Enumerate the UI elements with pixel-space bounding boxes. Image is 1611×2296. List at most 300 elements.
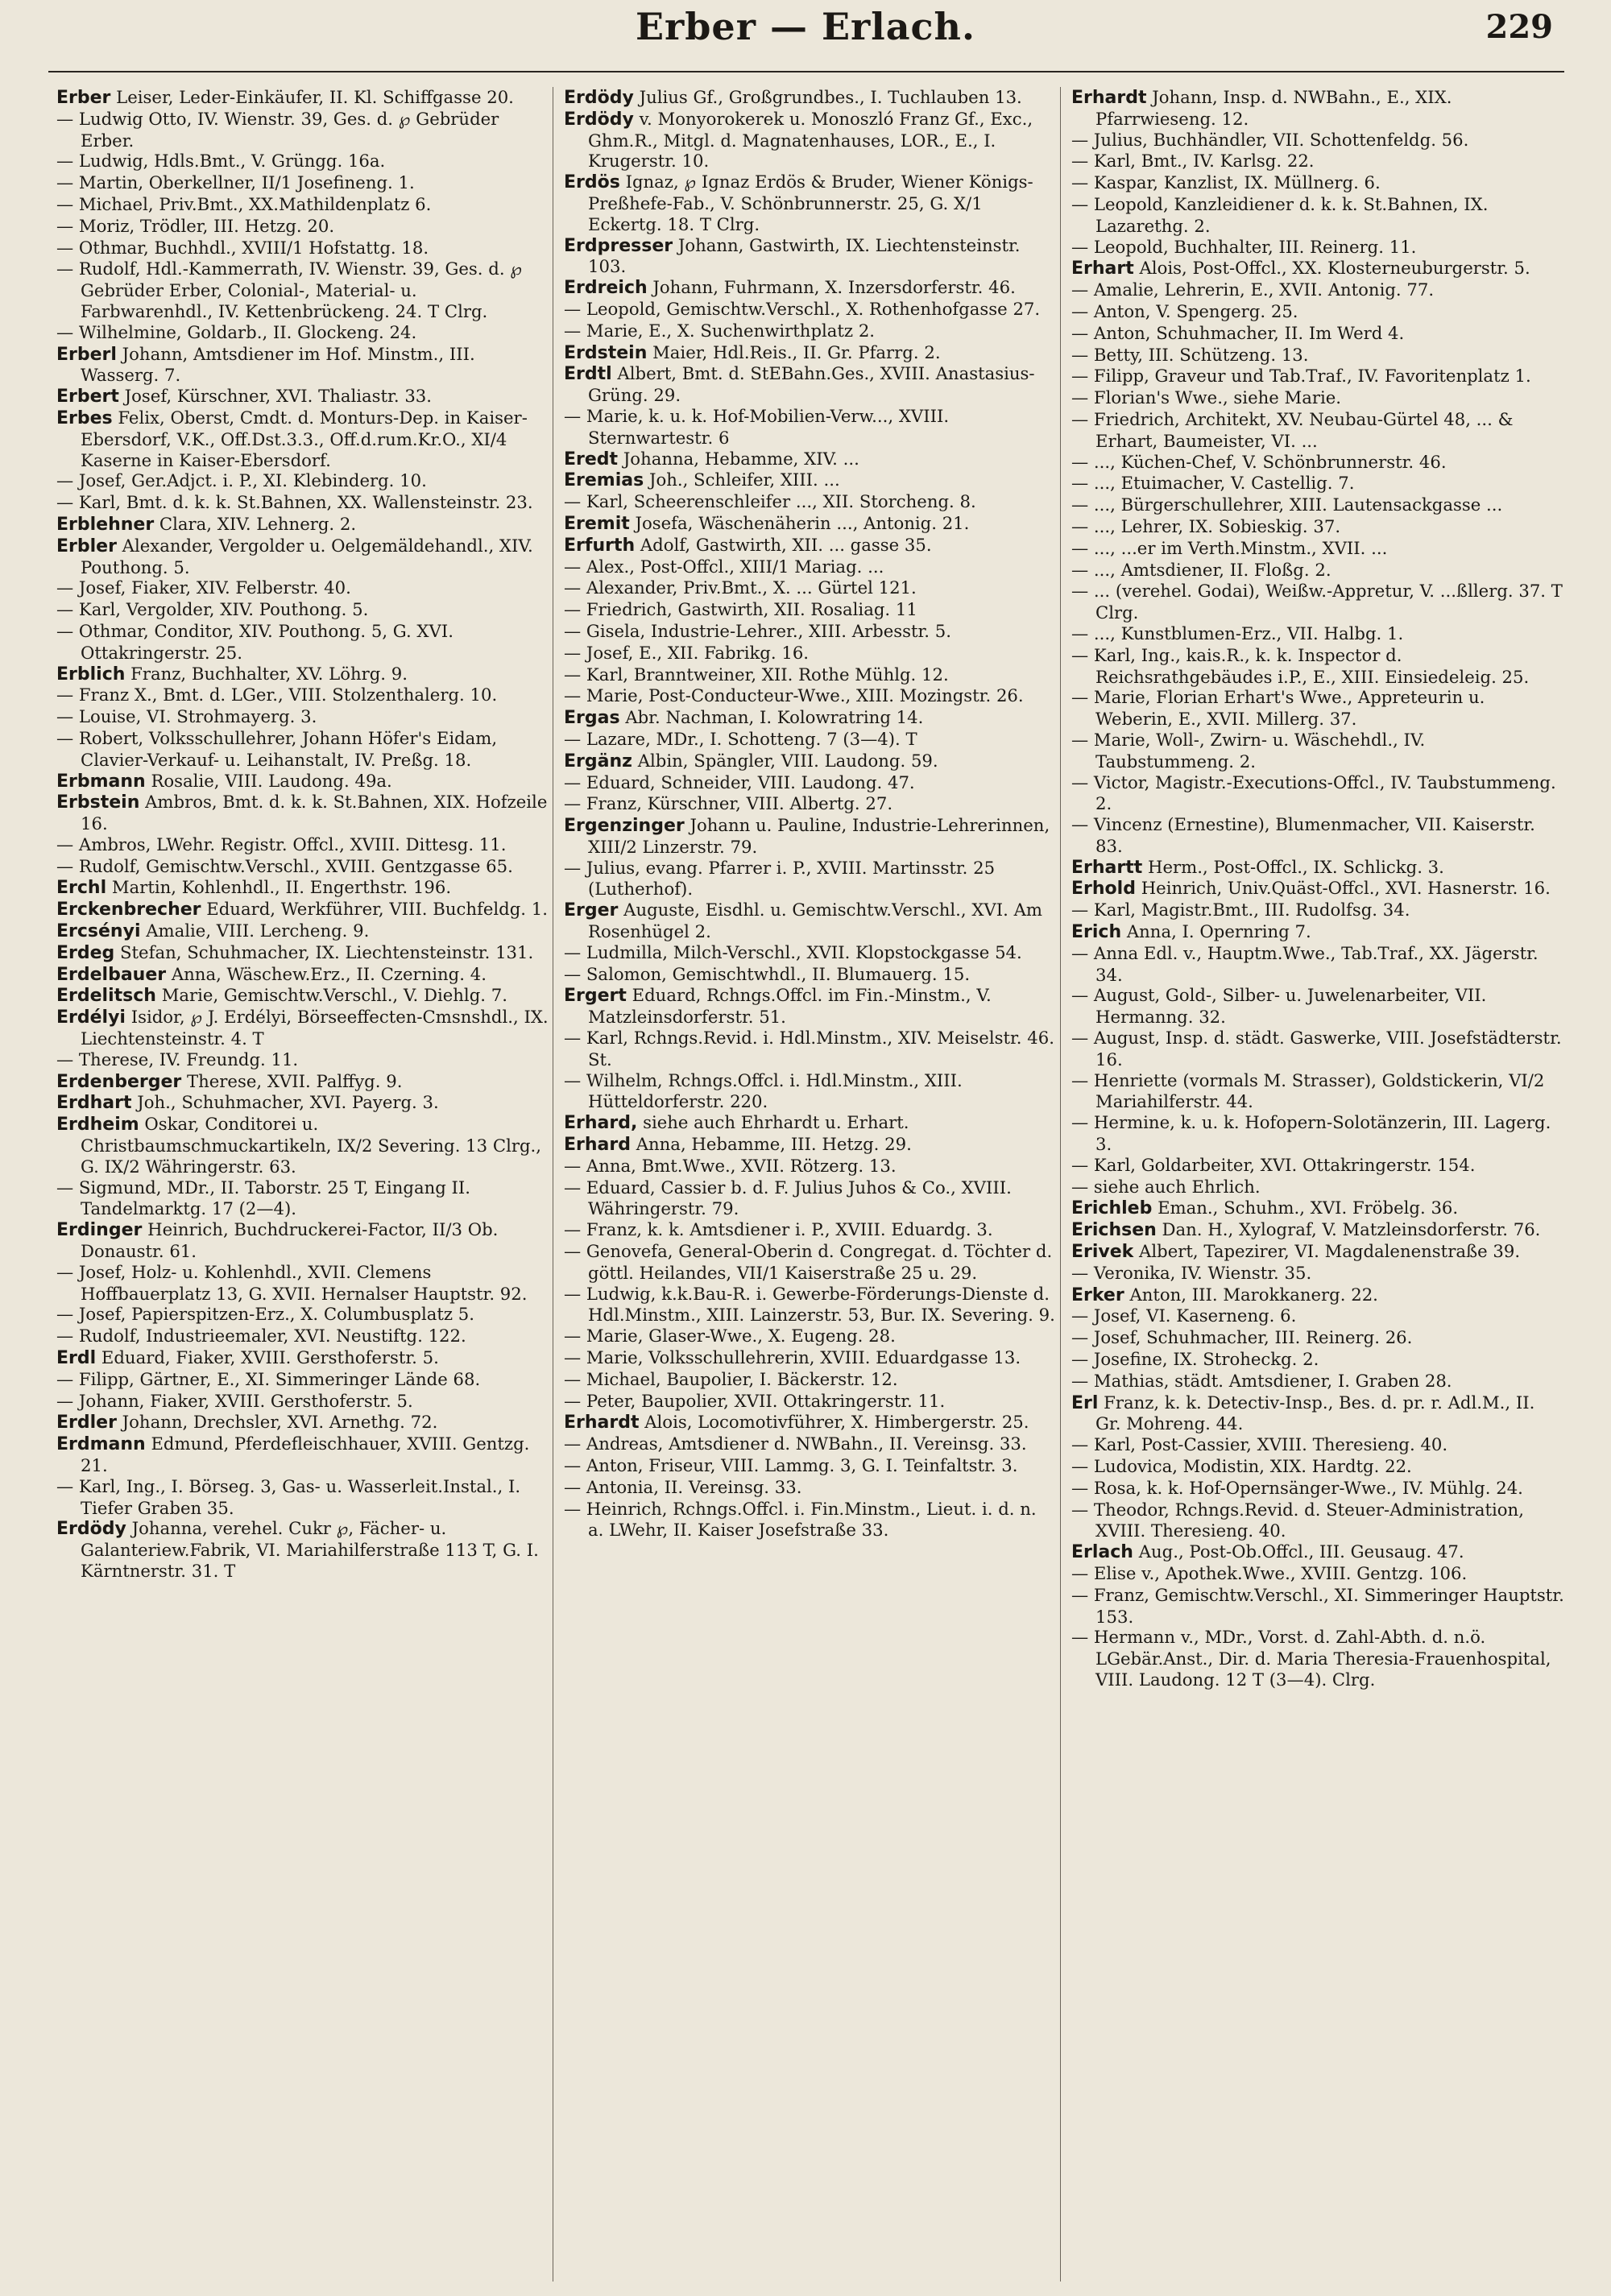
directory-entry	[1071, 345, 1564, 366]
entry-details: — Filipp, Gärtner, E., XI. Simmeringer Lände 68.	[56, 1368, 481, 1389]
directory-entry	[564, 793, 1057, 815]
directory-entry	[56, 1326, 549, 1347]
entry-details: — Josefine, IX. Stroheckg. 2.	[1071, 1349, 1319, 1370]
entry-details: — ..., Bürgerschullehrer, XIII. Lautensackgasse ...	[1071, 494, 1503, 515]
entry-surname: Erdhart	[56, 1093, 132, 1114]
directory-entry	[564, 1112, 1057, 1134]
directory-entry	[564, 685, 1057, 707]
entry-details: Anna, Wäschew.Erz., II. Czerning. 4.	[166, 963, 487, 984]
entry-details: Franz, k. k. Detectiv-Insp., Bes. d. pr. r. Adl.M., II. Gr. Mohreng. 44.	[1095, 1392, 1535, 1434]
entry-surname: Erdelbauer	[56, 964, 167, 985]
directory-entry	[564, 900, 1057, 942]
entry-details: — Eduard, Schneider, VIII. Laudong. 47.	[564, 772, 915, 792]
directory-entry	[1071, 538, 1564, 560]
entry-details: — Martin, Oberkellner, II/1 Josefineng. 1.	[56, 172, 415, 193]
header-rule	[48, 71, 1564, 72]
entry-details: — Antonia, II. Vereinsg. 33.	[564, 1476, 802, 1497]
directory-entry	[1071, 1456, 1564, 1478]
entry-details: — Gisela, Industrie-Lehrer., XIII. Arbesstr. 5.	[564, 620, 951, 641]
directory-entry	[1071, 387, 1564, 409]
entry-details: — Karl, Magistr.Bmt., III. Rudolfsg. 34.	[1071, 900, 1410, 920]
entry-details: — Josef, Holz- u. Kohlenhdl., XVII. Clemens Hoffbauerplatz 13, G. XVII. Hernalser Hauptstr. 92.	[56, 1261, 528, 1304]
directory-entry	[56, 1177, 549, 1220]
entry-details: Albert, Bmt. d. StEBahn.Ges., XVIII. Anastasius-Grüng. 29.	[588, 363, 1035, 406]
entry-details: — Julius, evang. Pfarrer i. P., XVIII. Martinsstr. 25 (Lutherhof).	[564, 857, 996, 900]
directory-entry	[56, 87, 549, 109]
directory-entry	[56, 1007, 549, 1049]
entry-details: — Rosa, k. k. Hof-Opernsänger-Wwe., IV. Mühlg. 24.	[1071, 1477, 1523, 1498]
page-title: Erber — Erlach.	[635, 5, 976, 48]
directory-entry	[1071, 494, 1564, 516]
entry-details: — Friedrich, Gastwirth, XII. Rosaliag. 11	[564, 599, 917, 620]
entry-details: Felix, Oberst, Cmdt. d. Monturs-Dep. in Kaiser-Ebersdorf, V.K., Off.Dst.3.3., Off.d.rum.Kr.O., XI/4 Kaserne in Kaiser-Ebersdorf.	[81, 407, 528, 470]
directory-entry	[1071, 1198, 1564, 1219]
entry-details: — Louise, VI. Strohmayerg. 3.	[56, 706, 317, 727]
entry-details: Eduard, Werkführer, VIII. Buchfeldg. 1.	[201, 899, 548, 920]
entry-details: — Marie, Woll-, Zwirn- u. Wäschehdl., IV. Taubstummeng. 2.	[1071, 729, 1426, 772]
entry-details: — Elise v., Apothek.Wwe., XVIII. Gentzg. 106.	[1071, 1562, 1468, 1583]
entry-details: Dan. H., Xylograf, V. Matzleinsdorferstr. 76.	[1156, 1219, 1541, 1240]
directory-entry	[1071, 1327, 1564, 1349]
entry-details: — ..., Kunstblumen-Erz., VII. Halbg. 1.	[1071, 623, 1404, 643]
directory-entry	[56, 771, 549, 792]
directory-entry	[564, 751, 1057, 772]
entry-details: — Michael, Baupolier, I. Bäckerstr. 12.	[564, 1368, 898, 1389]
entry-details: — Rudolf, Industrieemaler, XVI. Neustiftg. 122.	[56, 1326, 466, 1347]
entry-details: Anna, Hebamme, III. Hetzg. 29.	[630, 1134, 912, 1155]
entry-details: — Hermann v., MDr., Vorst. d. Zahl-Abth. d. n.ö. LGebär.Anst., Dir. d. Maria Theresia-Frauenhospital, VIII. Laudong. 12 T (3—4). Clrg.	[1071, 1627, 1551, 1690]
directory-entry	[564, 707, 1057, 729]
directory-entry	[1071, 772, 1564, 815]
entry-details: — Josef, Fiaker, XIV. Felberstr. 40.	[56, 577, 351, 598]
entry-details: Anton, III. Marokkanerg. 22.	[1124, 1284, 1378, 1305]
directory-entry	[564, 235, 1057, 278]
directory-entry	[1071, 1155, 1564, 1177]
directory-entry	[1071, 1563, 1564, 1585]
entry-details: — Karl, Bmt. d. k. k. St.Bahnen, XX. Wallensteinstr. 23.	[56, 492, 533, 513]
directory-entry	[56, 407, 549, 470]
entry-surname: Erichsen	[1071, 1220, 1157, 1241]
entry-details: — siehe auch Ehrlich.	[1071, 1176, 1261, 1197]
entry-details: — Betty, III. Schützeng. 13.	[1071, 344, 1309, 365]
directory-entry	[56, 1391, 549, 1413]
entry-details: Adolf, Gastwirth, XII. ... gasse 35.	[635, 534, 932, 555]
directory-entry	[56, 470, 549, 492]
directory-entry	[56, 728, 549, 771]
entry-details: Albert, Tapezirer, VI. Magdalenenstraße 39.	[1133, 1241, 1521, 1262]
directory-entry	[1071, 1349, 1564, 1371]
entry-details: Amalie, VIII. Lercheng. 9.	[140, 920, 370, 941]
page-header	[0, 0, 1611, 77]
directory-entry	[56, 985, 549, 1007]
entry-surname: Erhardt	[1071, 88, 1147, 108]
directory-entry	[1071, 452, 1564, 474]
entry-details: — Michael, Priv.Bmt., XX.Mathildenplatz 6.	[56, 193, 432, 214]
entry-details: — August, Insp. d. städt. Gaswerke, VIII. Josefstädterstr. 16.	[1071, 1028, 1562, 1069]
column-3	[1071, 87, 1564, 2282]
directory-entry	[1071, 1478, 1564, 1500]
entry-details: — Andreas, Amtsdiener d. NWBahn., II. Vereinsg. 33.	[564, 1433, 1027, 1454]
directory-entry	[1071, 409, 1564, 452]
directory-entry	[56, 536, 549, 578]
page-number: 229	[1485, 8, 1553, 46]
entry-surname: Erhartt	[1071, 857, 1143, 878]
entry-details: — Karl, Goldarbeiter, XVI. Ottakringerstr. 154.	[1071, 1154, 1476, 1175]
directory-entry	[1071, 1177, 1564, 1198]
directory-entry	[56, 1304, 549, 1326]
entry-details: — Rudolf, Gemischtw.Verschl., XVIII. Gentzgasse 65.	[56, 855, 513, 876]
entry-surname: Erbert	[56, 387, 119, 407]
entry-details: Johann u. Pauline, Industrie-Lehrerinnen, XIII/2 Linzerstr. 79.	[588, 815, 1050, 857]
directory-entry	[56, 1114, 549, 1177]
entry-details: — Franz, Gemischtw.Verschl., XI. Simmeringer Hauptstr. 153.	[1071, 1584, 1564, 1627]
entry-details: — Therese, IV. Freundg. 11.	[56, 1049, 299, 1069]
entry-details: Herm., Post-Offcl., IX. Schlickg. 3.	[1142, 856, 1444, 877]
entry-details: Johann, Fuhrmann, X. Inzersdorferstr. 46.	[647, 277, 1016, 298]
directory-entry	[56, 792, 549, 834]
directory-entry	[564, 406, 1057, 449]
directory-entry	[56, 664, 549, 685]
directory-entry	[56, 1049, 549, 1071]
entry-details: — Josef, E., XII. Fabrikg. 16.	[564, 642, 810, 663]
directory-entry	[56, 1347, 549, 1369]
entry-details: — ... (verehel. Godai), Weißw.-Appretur, V. ...ßllerg. 37. T Clrg.	[1071, 581, 1563, 623]
entry-details: Rosalie, VIII. Laudong. 49a.	[145, 770, 392, 791]
directory-entry	[1071, 258, 1564, 279]
directory-entry	[1071, 1112, 1564, 1155]
entry-surname: Erdheim	[56, 1115, 139, 1136]
entry-surname: Erfurth	[564, 535, 636, 556]
entry-surname: Erhart	[1071, 259, 1134, 279]
directory-entry	[564, 491, 1057, 513]
directory-entry	[1071, 301, 1564, 323]
directory-entry	[564, 556, 1057, 578]
entry-details: — Veronika, IV. Wienstr. 35.	[1071, 1262, 1312, 1283]
directory-entry	[56, 1412, 549, 1433]
entry-surname: Erdmann	[56, 1434, 146, 1455]
entry-surname: Erdélyi	[56, 1007, 126, 1028]
entry-surname: Erhardt	[564, 1413, 640, 1433]
entry-details: — Mathias, städt. Amtsdiener, I. Graben 28.	[1071, 1370, 1452, 1391]
entry-details: — Ludwig, k.k.Bau-R. i. Gewerbe-Förderungs-Dienste d. Hdl.Minstm., XIII. Lainzerstr. 53, Bur. IX. Severing. 9.	[564, 1283, 1055, 1326]
entry-details: — Anton, V. Spengerg. 25.	[1071, 300, 1298, 321]
entry-details: — Ludovica, Modistin, XIX. Hardtg. 22.	[1071, 1456, 1412, 1476]
directory-entry	[564, 277, 1057, 299]
directory-entry	[564, 1369, 1057, 1391]
entry-details: — Vincenz (Ernestine), Blumenmacher, VII. Kaiserstr. 83.	[1071, 814, 1535, 856]
directory-entry	[56, 1518, 549, 1581]
entry-details: Marie, Gemischtw.Verschl., V. Diehlg. 7.	[155, 985, 507, 1006]
directory-entry	[564, 942, 1057, 964]
entry-details: — Wilhelm, Rchngs.Offcl. i. Hdl.Minstm., XIII. Hütteldorferstr. 220.	[564, 1069, 963, 1112]
entry-surname: Eremit	[564, 513, 630, 534]
entry-surname: Ergert	[564, 986, 627, 1007]
entry-surname: Erdl	[56, 1348, 97, 1369]
entry-details: Auguste, Eisdhl. u. Gemischtw.Verschl., XVI. Am Rosenhügel 2.	[588, 900, 1042, 942]
entry-details: — Ludwig, Hdls.Bmt., V. Grüngg. 16a.	[56, 151, 386, 172]
directory-entry	[1071, 1541, 1564, 1563]
entry-details: — Friedrich, Architekt, XV. Neubau-Gürtel 48, ... & Erhart, Baumeister, VI. ...	[1071, 408, 1514, 451]
directory-entry	[564, 664, 1057, 686]
directory-entry	[56, 856, 549, 878]
directory-entry	[56, 920, 549, 942]
entry-surname: Erchl	[56, 878, 107, 899]
entry-details: — Josef, VI. Kaserneng. 6.	[1071, 1305, 1297, 1326]
entry-surname: Erdpresser	[564, 235, 673, 256]
directory-entry	[1071, 473, 1564, 494]
entry-details: Abr. Nachman, I. Kolowratring 14.	[619, 707, 924, 728]
entry-surname: Erdös	[564, 172, 620, 193]
directory-entry	[1071, 1285, 1564, 1306]
entry-details: — Marie, k. u. k. Hof-Mobilien-Verw..., XVIII. Sternwartestr. 6	[564, 405, 950, 448]
entry-surname: Ercsényi	[56, 921, 141, 942]
directory-entry	[1071, 1434, 1564, 1456]
entry-details: Oskar, Conditorei u. Christbaumschmuckartikeln, IX/2 Severing. 13 Clrg., G. IX/2 Währingerstr. 63.	[81, 1114, 542, 1177]
directory-entry	[564, 1477, 1057, 1499]
entry-surname: Erdinger	[56, 1220, 143, 1241]
entry-details: — Genovefa, General-Oberin d. Congregat. d. Töchter d. göttl. Heilandes, VII/1 Kaiserstraße 25 u. 29.	[564, 1241, 1053, 1283]
directory-entry	[1071, 1371, 1564, 1392]
directory-entry	[564, 729, 1057, 751]
entry-details: — Salomon, Gemischtwhdl., II. Blumauerg. 15.	[564, 963, 971, 984]
directory-entry	[1071, 900, 1564, 921]
entry-details: — Robert, Volksschullehrer, Johann Höfer's Eidam, Clavier-Verkauf- u. Leihanstalt, IV. Preßg. 18.	[56, 727, 498, 770]
directory-entry	[1071, 1028, 1564, 1070]
entry-surname: Erdstein	[564, 342, 648, 363]
entry-details: Heinrich, Univ.Quäst-Offcl., XVI. Hasnerstr. 16.	[1135, 878, 1551, 899]
entry-details: — Karl, Post-Cassier, XVIII. Theresieng. 40.	[1071, 1434, 1448, 1455]
entry-details: Leiser, Leder-Einkäufer, II. Kl. Schiffgasse 20.	[110, 87, 514, 107]
directory-entry	[56, 1369, 549, 1391]
directory-entry	[564, 621, 1057, 643]
entry-details: Eduard, Fiaker, XVIII. Gersthoferstr. 5.	[96, 1347, 439, 1368]
entry-details: — Sigmund, MDr., II. Taborstr. 25 T, Eingang II. Tandelmarktg. 17 (2—4).	[56, 1177, 470, 1219]
directory-entry	[1071, 366, 1564, 387]
entry-surname: Erblehner	[56, 514, 155, 535]
directory-entry	[1071, 1627, 1564, 1690]
directory-entry	[56, 194, 549, 216]
entry-details: — Karl, Vergolder, XIV. Pouthong. 5.	[56, 599, 369, 620]
directory-entry	[564, 1326, 1057, 1347]
entry-details: Johann, Gastwirth, IX. Liechtensteinstr. 103.	[588, 234, 1021, 277]
entry-surname: Erger	[564, 900, 619, 921]
entry-surname: Erl	[1071, 1392, 1099, 1413]
entry-details: Aug., Post-Ob.Offcl., III. Geusaug. 47.	[1133, 1541, 1464, 1562]
entry-details: — Alexander, Priv.Bmt., X. ... Gürtel 121.	[564, 577, 917, 598]
entry-details: — Marie, E., X. Suchenwirthplatz 2.	[564, 320, 876, 341]
directory-entry	[56, 1476, 549, 1519]
entry-details: Franz, Buchhalter, XV. Löhrg. 9.	[125, 663, 408, 684]
entry-details: Julius Gf., Großgrundbes., I. Tuchlauben 13.	[633, 87, 1022, 107]
entry-surname: Ergas	[564, 708, 620, 729]
entry-surname: Erberl	[56, 344, 117, 365]
entry-details: — Hermine, k. u. k. Hofopern-Solotänzerin, III. Lagerg. 3.	[1071, 1112, 1551, 1155]
entry-details: — Florian's Wwe., siehe Marie.	[1071, 387, 1342, 408]
directory-entry	[564, 299, 1057, 321]
entry-details: v. Monyorokerek u. Monoszló Franz Gf., Exc., Ghm.R., Mitgl. d. Magnatenhauses, LOR., E., I. Krugerstr. 10.	[588, 108, 1033, 172]
directory-entry	[1071, 237, 1564, 259]
entry-details: — Josef, Schuhmacher, III. Reinerg. 26.	[1071, 1327, 1413, 1348]
directory-entry	[564, 1284, 1057, 1326]
entry-details: — Moriz, Trödler, III. Hetzg. 20.	[56, 215, 335, 236]
entry-details: — Leopold, Buchhalter, III. Reinerg. 11.	[1071, 236, 1417, 257]
column-divider	[1060, 87, 1061, 2282]
directory-entry	[56, 1071, 549, 1093]
directory-entry	[564, 1391, 1057, 1413]
entry-details: — August, Gold-, Silber- u. Juwelenarbeiter, VII. Hermanng. 32.	[1071, 985, 1487, 1028]
directory-entry	[1071, 878, 1564, 900]
directory-entry	[1071, 1241, 1564, 1263]
directory-entry	[56, 964, 549, 986]
directory-entry	[1071, 645, 1564, 688]
directory-entry	[56, 942, 549, 964]
directory-entry	[56, 599, 549, 621]
entry-details: — Josef, Ger.Adjct. i. P., XI. Klebinderg. 10.	[56, 470, 427, 491]
directory-entry	[564, 577, 1057, 599]
entry-details: Joh., Schleifer, XIII. ...	[644, 470, 840, 490]
directory-entry	[1071, 151, 1564, 172]
directory-entry	[1071, 172, 1564, 194]
entry-surname: Eredt	[564, 449, 619, 470]
directory-entry	[56, 1433, 549, 1476]
directory-entry	[564, 1499, 1057, 1541]
column-2	[564, 87, 1057, 2282]
entry-surname: Erbmann	[56, 771, 146, 792]
entry-details: Josef, Kürschner, XVI. Thaliastr. 33.	[118, 386, 433, 407]
directory-entry	[564, 1028, 1057, 1070]
directory-entry	[1071, 1070, 1564, 1113]
entry-surname: Erber	[56, 88, 111, 108]
directory-entry	[1071, 623, 1564, 645]
entry-details: — Ambros, LWehr. Registr. Offcl., XVIII. Dittesg. 11.	[56, 834, 507, 854]
directory-entry	[564, 1134, 1057, 1156]
directory-entry	[564, 1219, 1057, 1241]
entry-details: Stefan, Schuhmacher, IX. Liechtensteinstr. 131.	[114, 941, 534, 962]
entry-details: — Anna Edl. v., Hauptm.Wwe., Tab.Traf., XX. Jägerstr. 34.	[1071, 942, 1539, 985]
entry-details: — Theodor, Rchngs.Revid. d. Steuer-Administration, XVIII. Theresieng. 40.	[1071, 1499, 1524, 1541]
entry-details: Ignaz, ℘ Ignaz Erdös & Bruder, Wiener Königs-Preßhefe-Fab., V. Schönbrunnerstr. 25, G. X/1 Eckertg. 18. T Clrg.	[588, 172, 1033, 234]
entry-details: — ..., ...er im Verth.Minstm., XVII. ...	[1071, 537, 1388, 558]
directory-entry	[56, 259, 549, 321]
directory-entry	[564, 1433, 1057, 1455]
entry-surname: Erbes	[56, 407, 113, 428]
directory-entry	[56, 685, 549, 706]
entry-details: Eduard, Rchngs.Offcl. im Fin.-Minstm., V. Matzleinsdorferstr. 51.	[588, 985, 992, 1028]
column-1	[56, 87, 549, 2282]
entry-surname: Erichleb	[1071, 1198, 1153, 1219]
entry-surname: Erhold	[1071, 879, 1136, 900]
entry-details: — ..., Etuimacher, V. Castellig. 7.	[1071, 473, 1355, 494]
directory-entry	[1071, 560, 1564, 581]
entry-details: — Eduard, Cassier b. d. F. Julius Juhos & Co., XVIII. Währingerstr. 79.	[564, 1177, 1012, 1219]
entry-surname: Erdödy	[56, 1519, 126, 1540]
entry-details: Alexander, Vergolder u. Oelgemäldehandl., XIV. Pouthong. 5.	[81, 535, 533, 577]
entry-details: — Karl, Branntweiner, XII. Rothe Mühlg. 12.	[564, 664, 949, 685]
directory-entry	[564, 535, 1057, 556]
entry-surname: Erdtl	[564, 364, 612, 385]
directory-entry	[564, 363, 1057, 406]
directory-entry	[1071, 1219, 1564, 1241]
entry-details: — Ludwig Otto, IV. Wienstr. 39, Ges. d. ℘ Gebrüder Erber.	[56, 108, 499, 151]
directory-entry	[564, 470, 1057, 491]
directory-entry	[56, 899, 549, 920]
entry-details: — Anna, Bmt.Wwe., XVII. Rötzerg. 13.	[564, 1155, 897, 1176]
directory-entry	[1071, 943, 1564, 986]
entry-details: — Karl, Ing., I. Börseg. 3, Gas- u. Wasserleit.Instal., I. Tiefer Graben 35.	[56, 1475, 521, 1518]
directory-entry	[56, 1262, 549, 1305]
entry-surname: Erdler	[56, 1413, 117, 1433]
entry-details: Alois, Locomotivführer, X. Himbergerstr. 25.	[639, 1412, 1029, 1433]
directory-entry	[1071, 194, 1564, 237]
entry-details: — Lazare, MDr., I. Schotteng. 7 (3—4). T	[564, 728, 917, 749]
entry-details: — Ludmilla, Milch-Verschl., XVII. Klopstockgasse 54.	[564, 941, 1022, 962]
directory-entry	[564, 772, 1057, 794]
entry-details: Albin, Spängler, VIII. Laudong. 59.	[632, 750, 938, 771]
directory-entry	[56, 514, 549, 536]
directory-entry	[56, 492, 549, 514]
directory-entry	[1071, 921, 1564, 943]
entry-details: Maier, Hdl.Reis., II. Gr. Pfarrg. 2.	[647, 341, 941, 362]
entry-details: Johann, Amtsdiener im Hof. Minstm., III. Wasserg. 7.	[81, 343, 475, 386]
entry-details: — Karl, Bmt., IV. Karlsg. 22.	[1071, 151, 1315, 172]
entry-details: — Peter, Baupolier, XVII. Ottakringerstr. 11.	[564, 1390, 946, 1411]
directory-entry	[56, 834, 549, 856]
entry-details: — Marie, Volksschullehrerin, XVIII. Eduardgasse 13.	[564, 1347, 1021, 1368]
entry-details: — Julius, Buchhändler, VII. Schottenfeldg. 56.	[1071, 129, 1469, 150]
directory-entry	[1071, 1263, 1564, 1285]
entry-surname: Eremias	[564, 470, 644, 491]
directory-entry	[564, 1070, 1057, 1113]
entry-details: — Josef, Papierspitzen-Erz., X. Columbusplatz 5.	[56, 1304, 474, 1325]
directory-entry	[56, 344, 549, 387]
entry-details: — Franz X., Bmt. d. LGer., VIII. Stolzenthalerg. 10.	[56, 685, 498, 705]
entry-details: — Alex., Post-Offcl., XIII/1 Mariag. ...	[564, 556, 884, 577]
entry-details: Johanna, Hebamme, XIV. ...	[618, 448, 859, 469]
entry-surname: Erdreich	[564, 278, 648, 299]
entry-details: Clara, XIV. Lehnerg. 2.	[154, 513, 357, 534]
entry-surname: Erdödy	[564, 109, 634, 130]
entry-details: Eman., Schuhm., XVI. Fröbelg. 36.	[1152, 1198, 1459, 1218]
entry-details: Edmund, Pferdefleischhauer, XVIII. Gentzg. 21.	[81, 1433, 530, 1475]
entry-details: — Othmar, Conditor, XIV. Pouthong. 5, G. XVI. Ottakringerstr. 25.	[56, 620, 453, 663]
directory-entry	[1071, 581, 1564, 623]
entry-details: — Karl, Ing., kais.R., k. k. Inspector d. Reichsrathgebäudes i.P., E., XIII. Einsiedeleig. 25.	[1071, 644, 1530, 687]
directory-entry	[56, 322, 549, 344]
entry-details: Heinrich, Buchdruckerei-Factor, II/3 Ob. Donaustr. 61.	[81, 1219, 499, 1262]
entry-details: Isidor, ℘ J. Erdélyi, Börseeffecten-Cmsnshdl., IX. Liechtensteinstr. 4. T	[81, 1007, 549, 1049]
entry-details: — Kaspar, Kanzlist, IX. Müllnerg. 6.	[1071, 172, 1381, 193]
entry-details: Therese, XVII. Palffyg. 9.	[181, 1070, 403, 1091]
directory-entry	[1071, 323, 1564, 345]
entry-details: — ..., Lehrer, IX. Sobieskig. 37.	[1071, 515, 1341, 536]
entry-details: — Johann, Fiaker, XVIII. Gersthoferstr. 5.	[56, 1390, 413, 1411]
directory-entry	[564, 1455, 1057, 1477]
directory-entry	[564, 985, 1057, 1028]
directory-entry	[1071, 516, 1564, 538]
directory-entry	[1071, 730, 1564, 772]
directory-entry	[56, 238, 549, 259]
directory-entry	[56, 1219, 549, 1262]
directory-entry	[1071, 87, 1564, 130]
directory-entry	[1071, 1585, 1564, 1628]
entry-surname: Erdelitsch	[56, 986, 156, 1007]
directory-entry	[1071, 857, 1564, 879]
directory-entry	[1071, 1500, 1564, 1542]
entry-details: — Karl, Rchngs.Revid. i. Hdl.Minstm., XIV. Meiselstr. 46. St.	[564, 1028, 1054, 1069]
directory-entry	[564, 109, 1057, 172]
entry-details: Ambros, Bmt. d. k. k. St.Bahnen, XIX. Hofzeile 16.	[81, 792, 548, 834]
entry-surname: Erbstein	[56, 792, 140, 813]
